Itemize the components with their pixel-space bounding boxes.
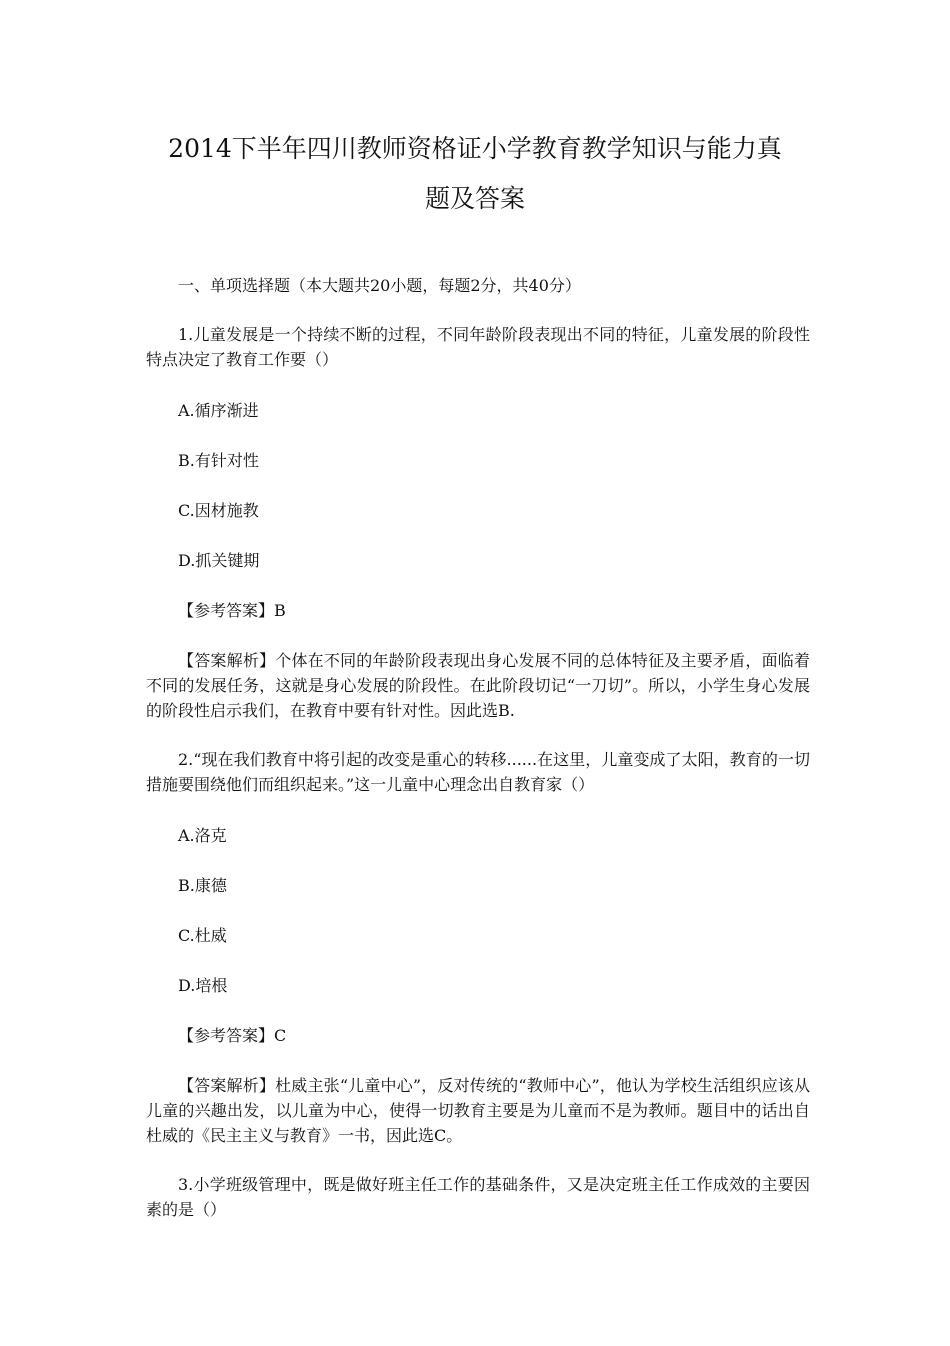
question-1-option-b: B.有针对性 xyxy=(178,451,259,470)
document-title xyxy=(130,124,820,224)
question-2-option-b: B.康德 xyxy=(178,876,227,895)
title-line-2: 题及答案 xyxy=(424,184,525,213)
title-line-1: 2014下半年四川教师资格证小学教育教学知识与能力真 xyxy=(168,134,782,163)
question-2-option-a: A.洛克 xyxy=(178,826,227,845)
question-1-option-d: D.抓关键期 xyxy=(178,551,260,570)
section-heading: 一、单项选择题（本大题共20小题，每题2分，共40分） xyxy=(178,276,581,295)
question-1-option-c: C.因材施教 xyxy=(178,501,259,520)
question-2-answer: 【参考答案】C xyxy=(178,1026,287,1045)
question-2-option-c: C.杜威 xyxy=(178,926,227,945)
question-2-analysis: 【答案解析】杜威主张“儿童中心”，反对传统的“教师中心”，他认为学校生活组织应该从儿童的兴趣出发，以儿童为中心，使得一切教育主要是为儿童而不是为教师。题目中的话出自杜威的《民主主义与教育》一书，因此选C。 xyxy=(146,1076,810,1145)
question-1-answer: 【参考答案】B xyxy=(178,601,286,620)
question-2-stem: 2.“现在我们教育中将引起的改变是重心的转移......在这里，儿童变成了太阳，教育的一切措施要围绕他们而组织起来。”这一儿童中心理念出自教育家（） xyxy=(146,750,810,794)
question-1-analysis: 【答案解析】个体在不同的年龄阶段表现出身心发展不同的总体特征及主要矛盾，面临着不同的发展任务，这就是身心发展的阶段性。在此阶段切记“一刀切”。所以，小学生身心发展的阶段性启示我们，在教育中要有针对性。因此选B. xyxy=(146,651,810,720)
question-3-stem: 3.小学班级管理中，既是做好班主任工作的基础条件，又是决定班主任工作成效的主要因素的是（） xyxy=(146,1175,810,1219)
question-1-option-a: A.循序渐进 xyxy=(178,401,259,420)
question-1-stem: 1.儿童发展是一个持续不断的过程，不同年龄阶段表现出不同的特征，儿童发展的阶段性特点决定了教育工作要（） xyxy=(146,325,810,369)
question-2-option-d: D.培根 xyxy=(178,976,228,995)
